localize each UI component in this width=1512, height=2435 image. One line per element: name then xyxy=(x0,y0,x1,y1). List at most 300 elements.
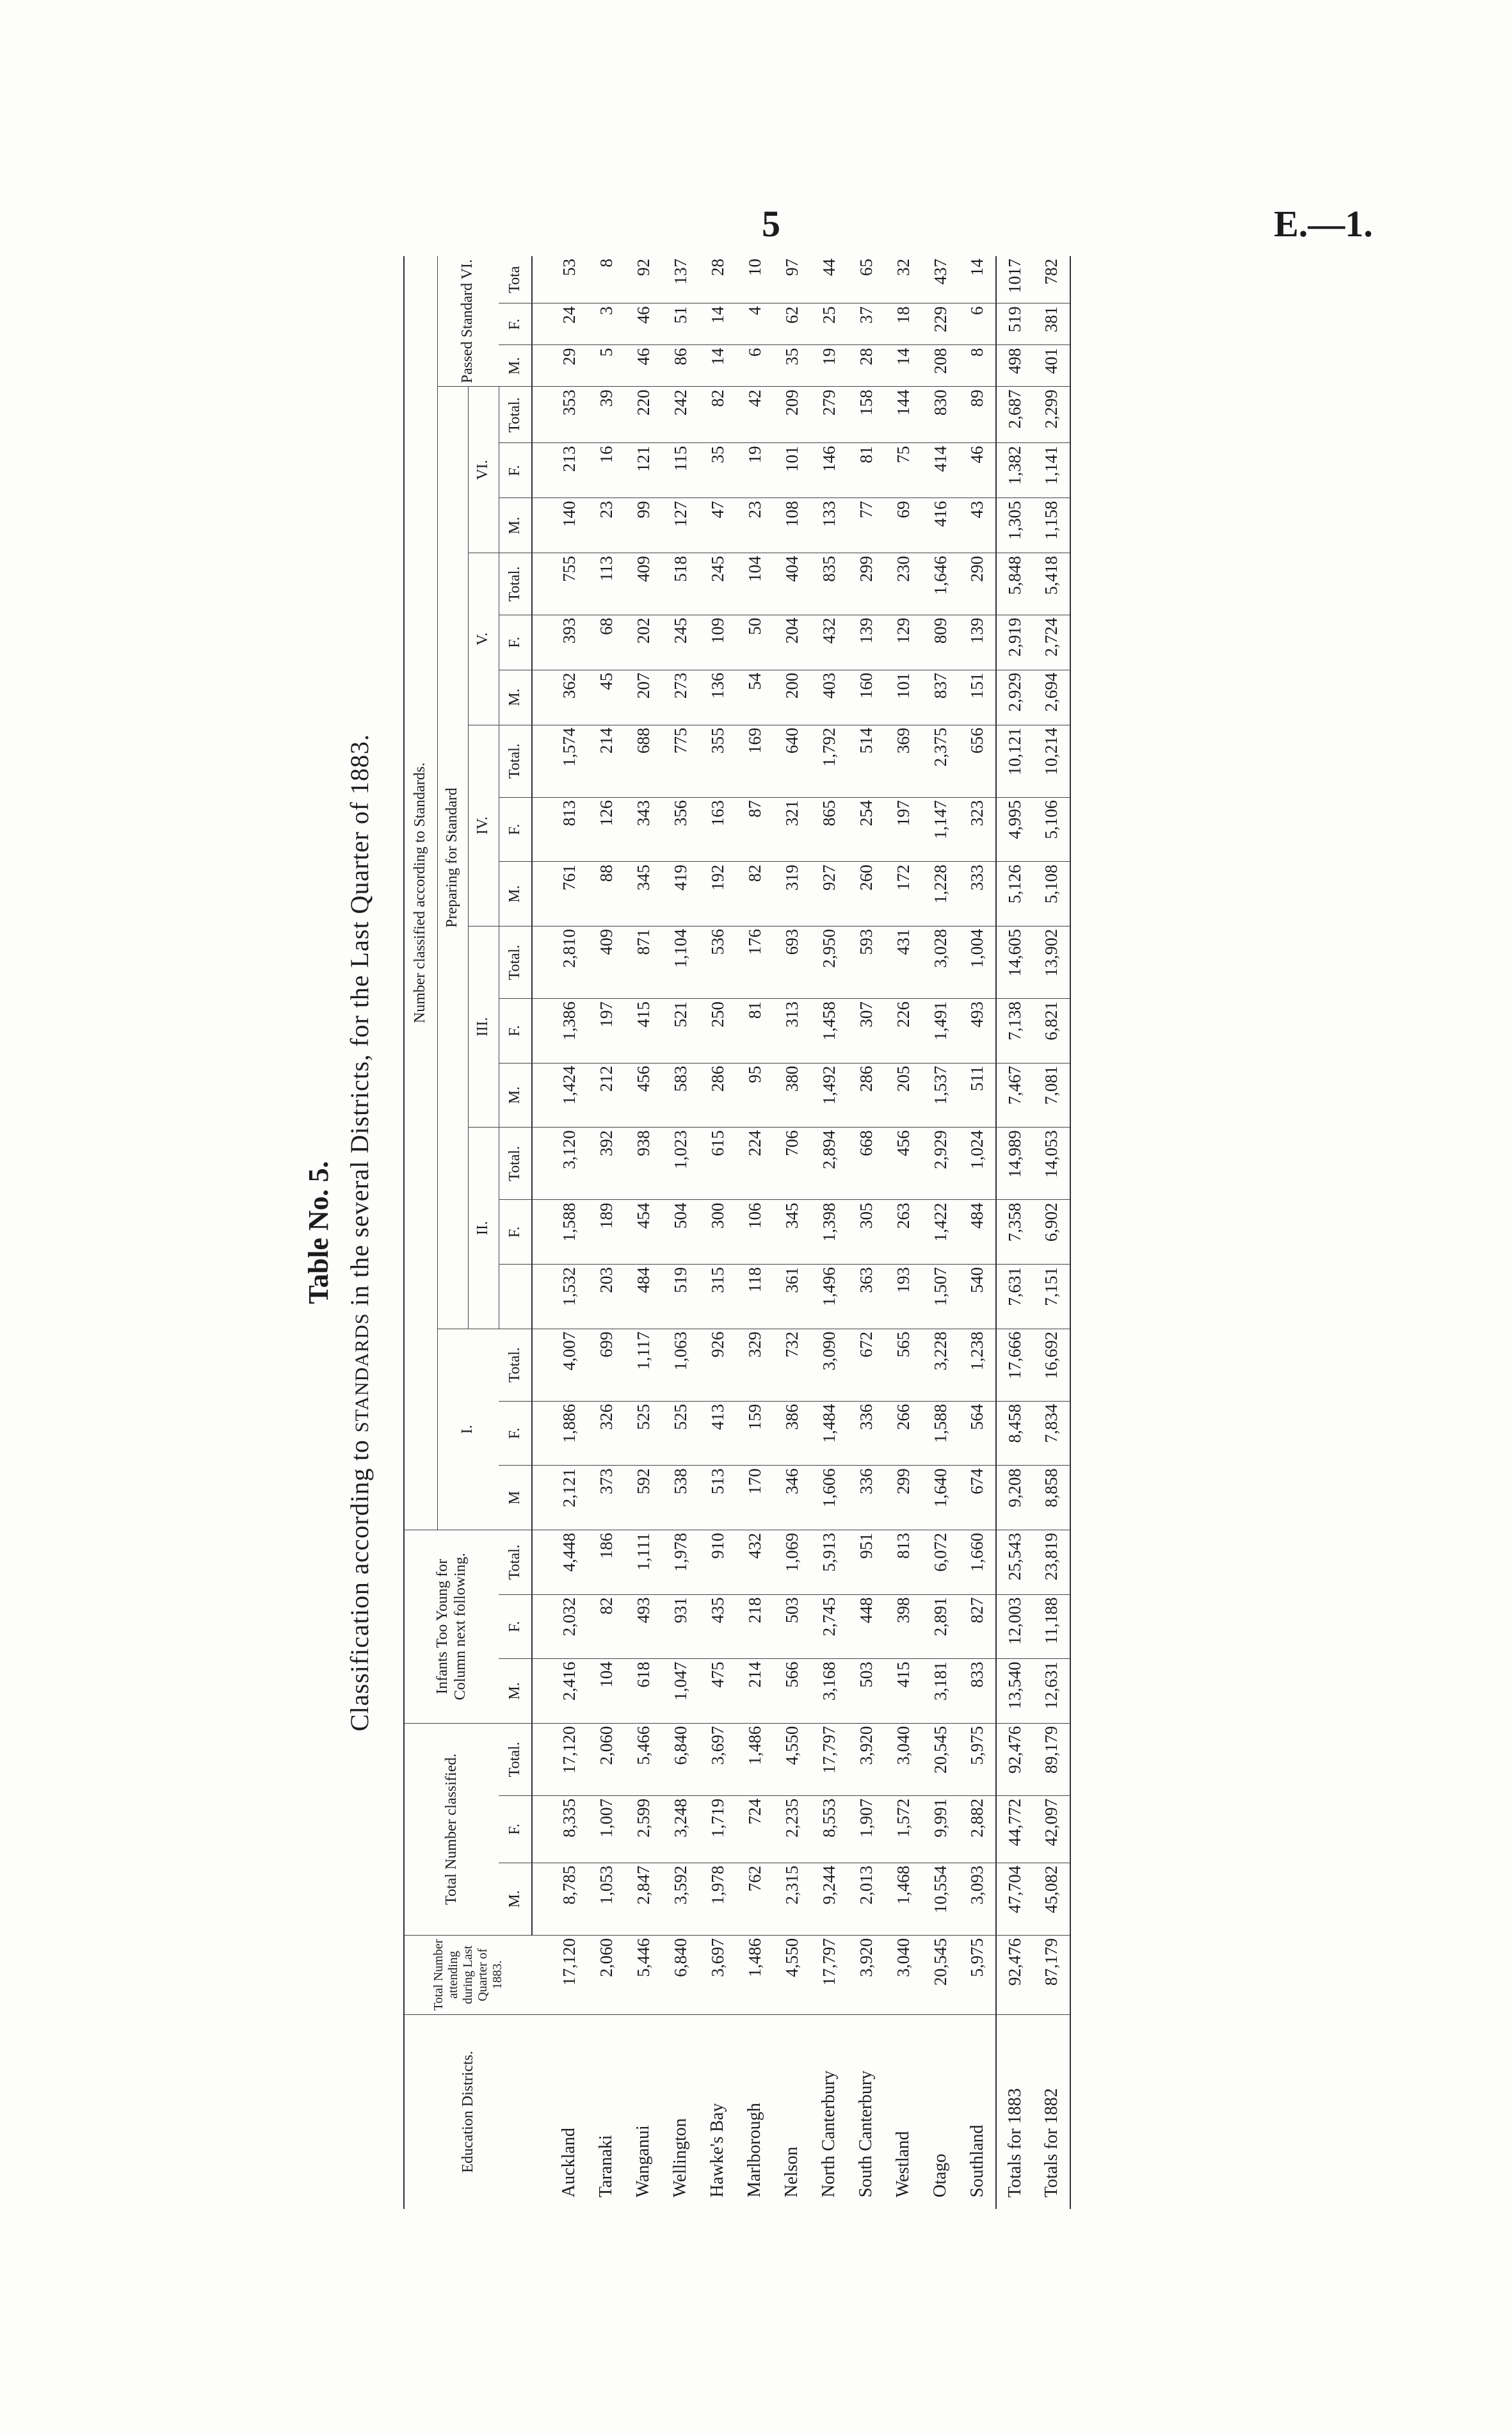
table-cell: 435 xyxy=(699,1594,736,1659)
table-cell: 3,168 xyxy=(810,1659,848,1724)
table-cell: 1,886 xyxy=(551,1401,588,1466)
header-number-classified: Number classified according to Standards. xyxy=(404,256,437,1530)
table-cell: 202 xyxy=(625,615,662,670)
table-cell: 35 xyxy=(773,345,810,387)
table-cell: 373 xyxy=(588,1466,625,1530)
table-cell: 101 xyxy=(773,443,810,498)
table-cell: 674 xyxy=(959,1466,996,1530)
table-row xyxy=(773,256,810,2209)
table-cell: 640 xyxy=(773,725,810,797)
table-cell: 104 xyxy=(588,1659,625,1724)
table-cell: 10,554 xyxy=(922,1863,959,1935)
table-cell: 151 xyxy=(959,670,996,725)
table-cell: 146 xyxy=(810,443,848,498)
table-cell: 583 xyxy=(662,1063,699,1128)
table-cell: 5,106 xyxy=(1033,797,1070,862)
district-name: Otago xyxy=(930,2153,950,2197)
spacer-cell xyxy=(532,862,551,926)
table-cell: 290 xyxy=(959,553,996,615)
district-name: South Canterbury xyxy=(856,2070,876,2197)
table-cell: 504 xyxy=(662,1200,699,1265)
table-cell: 92,476 xyxy=(996,1723,1033,1795)
table-cell: 172 xyxy=(885,862,922,926)
table-cell: 493 xyxy=(959,999,996,1064)
table-cell: 286 xyxy=(699,1063,736,1128)
table-cell: 1,111 xyxy=(625,1530,662,1594)
table-cell: 14 xyxy=(959,256,996,303)
table-cell: 279 xyxy=(810,387,848,443)
table-cell: 1,305 xyxy=(996,498,1033,553)
table-cell: 14,989 xyxy=(996,1128,1033,1200)
table-cell: 1,532 xyxy=(551,1265,588,1329)
table-cell: 1,486 xyxy=(736,1723,773,1795)
table-cell: 525 xyxy=(662,1401,699,1466)
table-cell: 323 xyxy=(959,797,996,862)
table-cell: 693 xyxy=(773,926,810,998)
table-cell: 1,047 xyxy=(662,1659,699,1724)
table-cell: 755 xyxy=(551,553,588,615)
table-cell: 2,929 xyxy=(996,670,1033,725)
table-cell: 169 xyxy=(736,725,773,797)
table-cell: 1,158 xyxy=(1033,498,1070,553)
table-cell: 409 xyxy=(625,553,662,615)
table-cell: 346 xyxy=(773,1466,810,1530)
table-cell: 865 xyxy=(810,797,848,862)
page-number: 5 xyxy=(762,203,780,245)
table-cell: 1,572 xyxy=(885,1795,922,1863)
subheader-total: Total. xyxy=(499,1723,532,1795)
table-row xyxy=(662,256,699,2209)
table-cell: 14 xyxy=(885,345,922,387)
table-cell: 419 xyxy=(662,862,699,926)
table-cell: 1,024 xyxy=(959,1128,996,1200)
table-cell: 89,179 xyxy=(1033,1723,1070,1795)
table-cell: 68 xyxy=(588,615,625,670)
table-row xyxy=(736,256,773,2209)
table-cell: 192 xyxy=(699,862,736,926)
district-name: Nelson xyxy=(782,2146,801,2197)
table-cell: 9,244 xyxy=(810,1863,848,1935)
table-cell: 10 xyxy=(736,256,773,303)
table-cell: 538 xyxy=(662,1466,699,1530)
table-cell: 363 xyxy=(848,1265,885,1329)
table-cell: 329 xyxy=(736,1329,773,1401)
table-cell: 159 xyxy=(736,1401,773,1466)
table-cell: 835 xyxy=(810,553,848,615)
table-cell: 47 xyxy=(699,498,736,553)
table-cell: 160 xyxy=(848,670,885,725)
table-cell: 1,468 xyxy=(885,1863,922,1935)
table-cell: 3,920 xyxy=(848,1935,885,2014)
table-cell: 2,950 xyxy=(810,926,848,998)
table-cell: 6 xyxy=(736,345,773,387)
subheader-m: M. xyxy=(499,1863,532,1935)
totals-row xyxy=(996,256,1033,2209)
spacer-cell xyxy=(532,1329,551,1401)
spacer-cell xyxy=(532,303,551,345)
table-cell: 95 xyxy=(736,1063,773,1128)
table-cell: 19 xyxy=(736,443,773,498)
table-cell: 403 xyxy=(810,670,848,725)
table-cell: 35 xyxy=(699,443,736,498)
table-cell: 28 xyxy=(699,256,736,303)
header-total-attending: Total Number attending during Last Quarter of 1883. xyxy=(404,1935,532,2014)
table-cell: 51 xyxy=(662,303,699,345)
table-cell: 97 xyxy=(773,256,810,303)
table-cell: 266 xyxy=(885,1401,922,1466)
subheader-total: Total. xyxy=(499,1530,532,1594)
table-cell: 170 xyxy=(736,1466,773,1530)
table-cell: 5,108 xyxy=(1033,862,1070,926)
table-cell: 401 xyxy=(1033,345,1070,387)
table-cell: 414 xyxy=(922,443,959,498)
table-cell: 17,797 xyxy=(810,1935,848,2014)
subheader-f: F. xyxy=(499,303,532,345)
table-cell: 224 xyxy=(736,1128,773,1200)
table-cell: 5,913 xyxy=(810,1530,848,1594)
table-cell: 1,491 xyxy=(922,999,959,1064)
table-cell: 8 xyxy=(588,256,625,303)
table-cell: 1,660 xyxy=(959,1530,996,1594)
table-cell: 1,147 xyxy=(922,797,959,862)
table-cell: 732 xyxy=(773,1329,810,1401)
table-cell: 44 xyxy=(810,256,848,303)
table-cell: 37 xyxy=(848,303,885,345)
table-cell: 2,121 xyxy=(551,1466,588,1530)
table-cell: 14,053 xyxy=(1033,1128,1070,1200)
table-cell: 398 xyxy=(885,1594,922,1659)
table-cell: 409 xyxy=(588,926,625,998)
table-body xyxy=(532,256,1070,2209)
table-cell: 2,060 xyxy=(588,1723,625,1795)
district-name: Marlborough xyxy=(744,2103,764,2197)
table-cell: 44,772 xyxy=(996,1795,1033,1863)
subtitle-keyword: STANDARDS xyxy=(351,1313,373,1433)
table-cell: 484 xyxy=(959,1200,996,1265)
table-cell: 1,117 xyxy=(625,1329,662,1401)
table-cell: 254 xyxy=(848,797,885,862)
table-cell: 2,882 xyxy=(959,1795,996,1863)
table-cell: 65 xyxy=(848,256,885,303)
table-row xyxy=(588,256,625,2209)
subheader-blank xyxy=(499,1265,532,1329)
table-cell: 672 xyxy=(848,1329,885,1401)
table-cell: 519 xyxy=(996,303,1033,345)
table-cell: 566 xyxy=(773,1659,810,1724)
table-cell: 115 xyxy=(662,443,699,498)
table-cell: 16 xyxy=(588,443,625,498)
table-cell: 28 xyxy=(848,345,885,387)
table-cell: 1,640 xyxy=(922,1466,959,1530)
totals-row xyxy=(1033,256,1070,2209)
header-std-vi: VI. xyxy=(468,387,499,553)
table-cell: 7,631 xyxy=(996,1265,1033,1329)
table-cell: 305 xyxy=(848,1200,885,1265)
table-cell: 1,537 xyxy=(922,1063,959,1128)
table-cell: 16,692 xyxy=(1033,1329,1070,1401)
table-cell: 209 xyxy=(773,387,810,443)
table-cell: 369 xyxy=(885,725,922,797)
table-cell: 513 xyxy=(699,1466,736,1530)
district-name: Totals for 1883 xyxy=(996,2014,1033,2209)
table-cell: 830 xyxy=(922,387,959,443)
table-cell: 336 xyxy=(848,1401,885,1466)
table-cell: 6,840 xyxy=(662,1723,699,1795)
spacer-cell xyxy=(532,256,551,303)
subheader-f: F. xyxy=(499,1200,532,1265)
subtitle-suffix: in the several Districts, for the Last Quarter of 1883. xyxy=(345,733,374,1306)
table-cell: 618 xyxy=(625,1659,662,1724)
header-std-ii: II. xyxy=(468,1128,499,1329)
table-cell: 45 xyxy=(588,670,625,725)
table-cell: 3,040 xyxy=(885,1723,922,1795)
table-cell: 1,382 xyxy=(996,443,1033,498)
table-cell: 226 xyxy=(885,999,922,1064)
district-name: Taranaki xyxy=(596,2135,616,2197)
table-cell: 176 xyxy=(736,926,773,998)
table-cell: 521 xyxy=(662,999,699,1064)
table-cell: 133 xyxy=(810,498,848,553)
table-cell: 386 xyxy=(773,1401,810,1466)
standards-classification-table xyxy=(403,256,1071,2209)
spacer-cell xyxy=(532,1659,551,1724)
table-cell: 493 xyxy=(625,1594,662,1659)
district-name: Wanganui xyxy=(633,2125,653,2197)
table-cell: 1,398 xyxy=(810,1200,848,1265)
table-cell: 2,810 xyxy=(551,926,588,998)
table-cell: 1017 xyxy=(996,256,1033,303)
header-infants: Infants Too Young for Column next following. xyxy=(404,1530,499,1723)
table-cell: 381 xyxy=(1033,303,1070,345)
table-cell: 126 xyxy=(588,797,625,862)
header-std-iii: III. xyxy=(468,926,499,1127)
header-std-v: V. xyxy=(468,553,499,725)
table-cell: 699 xyxy=(588,1329,625,1401)
table-cell: 326 xyxy=(588,1401,625,1466)
table-cell: 12,003 xyxy=(996,1594,1033,1659)
table-cell: 1,606 xyxy=(810,1466,848,1530)
table-cell: 1,792 xyxy=(810,725,848,797)
table-cell: 46 xyxy=(959,443,996,498)
table-cell: 77 xyxy=(848,498,885,553)
table-cell: 503 xyxy=(773,1594,810,1659)
table-cell: 313 xyxy=(773,999,810,1064)
table-cell: 525 xyxy=(625,1401,662,1466)
table-cell: 2,416 xyxy=(551,1659,588,1724)
subheader-m: M. xyxy=(499,1659,532,1724)
table-cell: 299 xyxy=(848,553,885,615)
table-cell: 46 xyxy=(625,303,662,345)
table-cell: 3,697 xyxy=(699,1723,736,1795)
table-cell: 2,745 xyxy=(810,1594,848,1659)
table-cell: 437 xyxy=(922,256,959,303)
table-cell: 2,929 xyxy=(922,1128,959,1200)
table-cell: 88 xyxy=(588,862,625,926)
spacer-cell xyxy=(532,1530,551,1594)
table-cell: 536 xyxy=(699,926,736,998)
table-cell: 7,138 xyxy=(996,999,1033,1064)
table-cell: 518 xyxy=(662,553,699,615)
table-cell: 82 xyxy=(588,1594,625,1659)
table-cell: 1,104 xyxy=(662,926,699,998)
table-cell: 242 xyxy=(662,387,699,443)
table-row xyxy=(810,256,848,2209)
table-cell: 260 xyxy=(848,862,885,926)
table-cell: 432 xyxy=(736,1530,773,1594)
table-cell: 813 xyxy=(551,797,588,862)
table-cell: 8,858 xyxy=(1033,1466,1070,1530)
table-cell: 82 xyxy=(736,862,773,926)
table-cell: 910 xyxy=(699,1530,736,1594)
subheader-total: Total. xyxy=(499,725,532,797)
table-cell: 762 xyxy=(736,1863,773,1935)
table-cell: 144 xyxy=(885,387,922,443)
table-cell: 5,848 xyxy=(996,553,1033,615)
table-cell: 9,991 xyxy=(922,1795,959,1863)
table-cell: 415 xyxy=(885,1659,922,1724)
subheader-m: M xyxy=(499,1466,532,1530)
table-cell: 87,179 xyxy=(1033,1935,1070,2014)
table-cell: 1,063 xyxy=(662,1329,699,1401)
table-cell: 668 xyxy=(848,1128,885,1200)
table-cell: 514 xyxy=(848,725,885,797)
subheader-f: F. xyxy=(499,1594,532,1659)
table-cell: 3,228 xyxy=(922,1329,959,1401)
table-cell: 454 xyxy=(625,1200,662,1265)
table-cell: 212 xyxy=(588,1063,625,1128)
table-cell: 186 xyxy=(588,1530,625,1594)
table-cell: 54 xyxy=(736,670,773,725)
table-cell: 1,004 xyxy=(959,926,996,998)
table-cell: 724 xyxy=(736,1795,773,1863)
table-cell: 8,335 xyxy=(551,1795,588,1863)
table-cell: 1,141 xyxy=(1033,443,1070,498)
subheader-f: F. xyxy=(499,443,532,498)
header-education-districts: Education Districts. xyxy=(404,2014,532,2209)
table-cell: 2,599 xyxy=(625,1795,662,1863)
table-cell: 203 xyxy=(588,1265,625,1329)
table-cell: 189 xyxy=(588,1200,625,1265)
spacer-cell xyxy=(532,2014,551,2209)
table-cell: 6,902 xyxy=(1033,1200,1070,1265)
table-cell: 938 xyxy=(625,1128,662,1200)
table-cell: 498 xyxy=(996,345,1033,387)
district-name: North Canterbury xyxy=(819,2070,839,2197)
table-cell: 362 xyxy=(551,670,588,725)
table-cell: 1,386 xyxy=(551,999,588,1064)
table-cell: 345 xyxy=(773,1200,810,1265)
table-cell: 1,422 xyxy=(922,1200,959,1265)
table-cell: 3,181 xyxy=(922,1659,959,1724)
table-cell: 2,060 xyxy=(588,1935,625,2014)
table-cell: 208 xyxy=(922,345,959,387)
table-cell: 140 xyxy=(551,498,588,553)
table-cell: 415 xyxy=(625,999,662,1064)
spacer-cell xyxy=(532,1063,551,1128)
table-cell: 484 xyxy=(625,1265,662,1329)
table-cell: 333 xyxy=(959,862,996,926)
table-cell: 827 xyxy=(959,1594,996,1659)
table-cell: 1,588 xyxy=(551,1200,588,1265)
spacer-cell xyxy=(532,443,551,498)
table-cell: 139 xyxy=(959,615,996,670)
table-cell: 10,214 xyxy=(1033,725,1070,797)
table-cell: 456 xyxy=(885,1128,922,1200)
table-cell: 17,666 xyxy=(996,1329,1033,1401)
district-name: Totals for 1882 xyxy=(1033,2014,1070,2209)
table-cell: 245 xyxy=(662,615,699,670)
table-cell: 1,238 xyxy=(959,1329,996,1401)
table-cell: 951 xyxy=(848,1530,885,1594)
spacer-cell xyxy=(532,615,551,670)
table-cell: 319 xyxy=(773,862,810,926)
table-cell: 2,315 xyxy=(773,1863,810,1935)
table-cell: 926 xyxy=(699,1329,736,1401)
table-cell: 1,486 xyxy=(736,1935,773,2014)
table-cell: 50 xyxy=(736,615,773,670)
table-cell: 24 xyxy=(551,303,588,345)
table-cell: 23,819 xyxy=(1033,1530,1070,1594)
table-cell: 136 xyxy=(699,670,736,725)
table-cell: 11,188 xyxy=(1033,1594,1070,1659)
spacer-cell xyxy=(532,1795,551,1863)
table-cell: 46 xyxy=(625,345,662,387)
table-cell: 511 xyxy=(959,1063,996,1128)
table-cell: 775 xyxy=(662,725,699,797)
subheader-total: Total. xyxy=(499,553,532,615)
table-cell: 17,120 xyxy=(551,1723,588,1795)
table-cell: 23 xyxy=(588,498,625,553)
table-cell: 14 xyxy=(699,345,736,387)
table-cell: 229 xyxy=(922,303,959,345)
table-cell: 2,694 xyxy=(1033,670,1070,725)
table-cell: 2,724 xyxy=(1033,615,1070,670)
table-cell: 127 xyxy=(662,498,699,553)
table-cell: 20,545 xyxy=(922,1935,959,2014)
table-cell: 220 xyxy=(625,387,662,443)
table-cell: 53 xyxy=(551,256,588,303)
table-row xyxy=(959,256,996,2209)
table-row xyxy=(922,256,959,2209)
spacer-cell xyxy=(532,387,551,443)
table-cell: 2,894 xyxy=(810,1128,848,1200)
table-cell: 197 xyxy=(885,797,922,862)
table-cell: 300 xyxy=(699,1200,736,1265)
table-cell: 7,081 xyxy=(1033,1063,1070,1128)
table-cell: 1,492 xyxy=(810,1063,848,1128)
spacer-cell xyxy=(532,1935,551,2014)
table-cell: 809 xyxy=(922,615,959,670)
table-cell: 871 xyxy=(625,926,662,998)
table-cell: 19 xyxy=(810,345,848,387)
table-cell: 81 xyxy=(736,999,773,1064)
table-cell: 214 xyxy=(736,1659,773,1724)
table-cell: 5,975 xyxy=(959,1723,996,1795)
table-cell: 564 xyxy=(959,1401,996,1466)
table-cell: 230 xyxy=(885,553,922,615)
document-code: E.—1. xyxy=(1274,203,1373,245)
table-cell: 1,007 xyxy=(588,1795,625,1863)
subheader-total: Tota xyxy=(499,256,532,303)
table-cell: 23 xyxy=(736,498,773,553)
table-cell: 5,418 xyxy=(1033,553,1070,615)
table-cell: 108 xyxy=(773,498,810,553)
table-cell: 475 xyxy=(699,1659,736,1724)
subheader-f: F. xyxy=(499,615,532,670)
table-cell: 9,208 xyxy=(996,1466,1033,1530)
table-cell: 204 xyxy=(773,615,810,670)
table-cell: 688 xyxy=(625,725,662,797)
